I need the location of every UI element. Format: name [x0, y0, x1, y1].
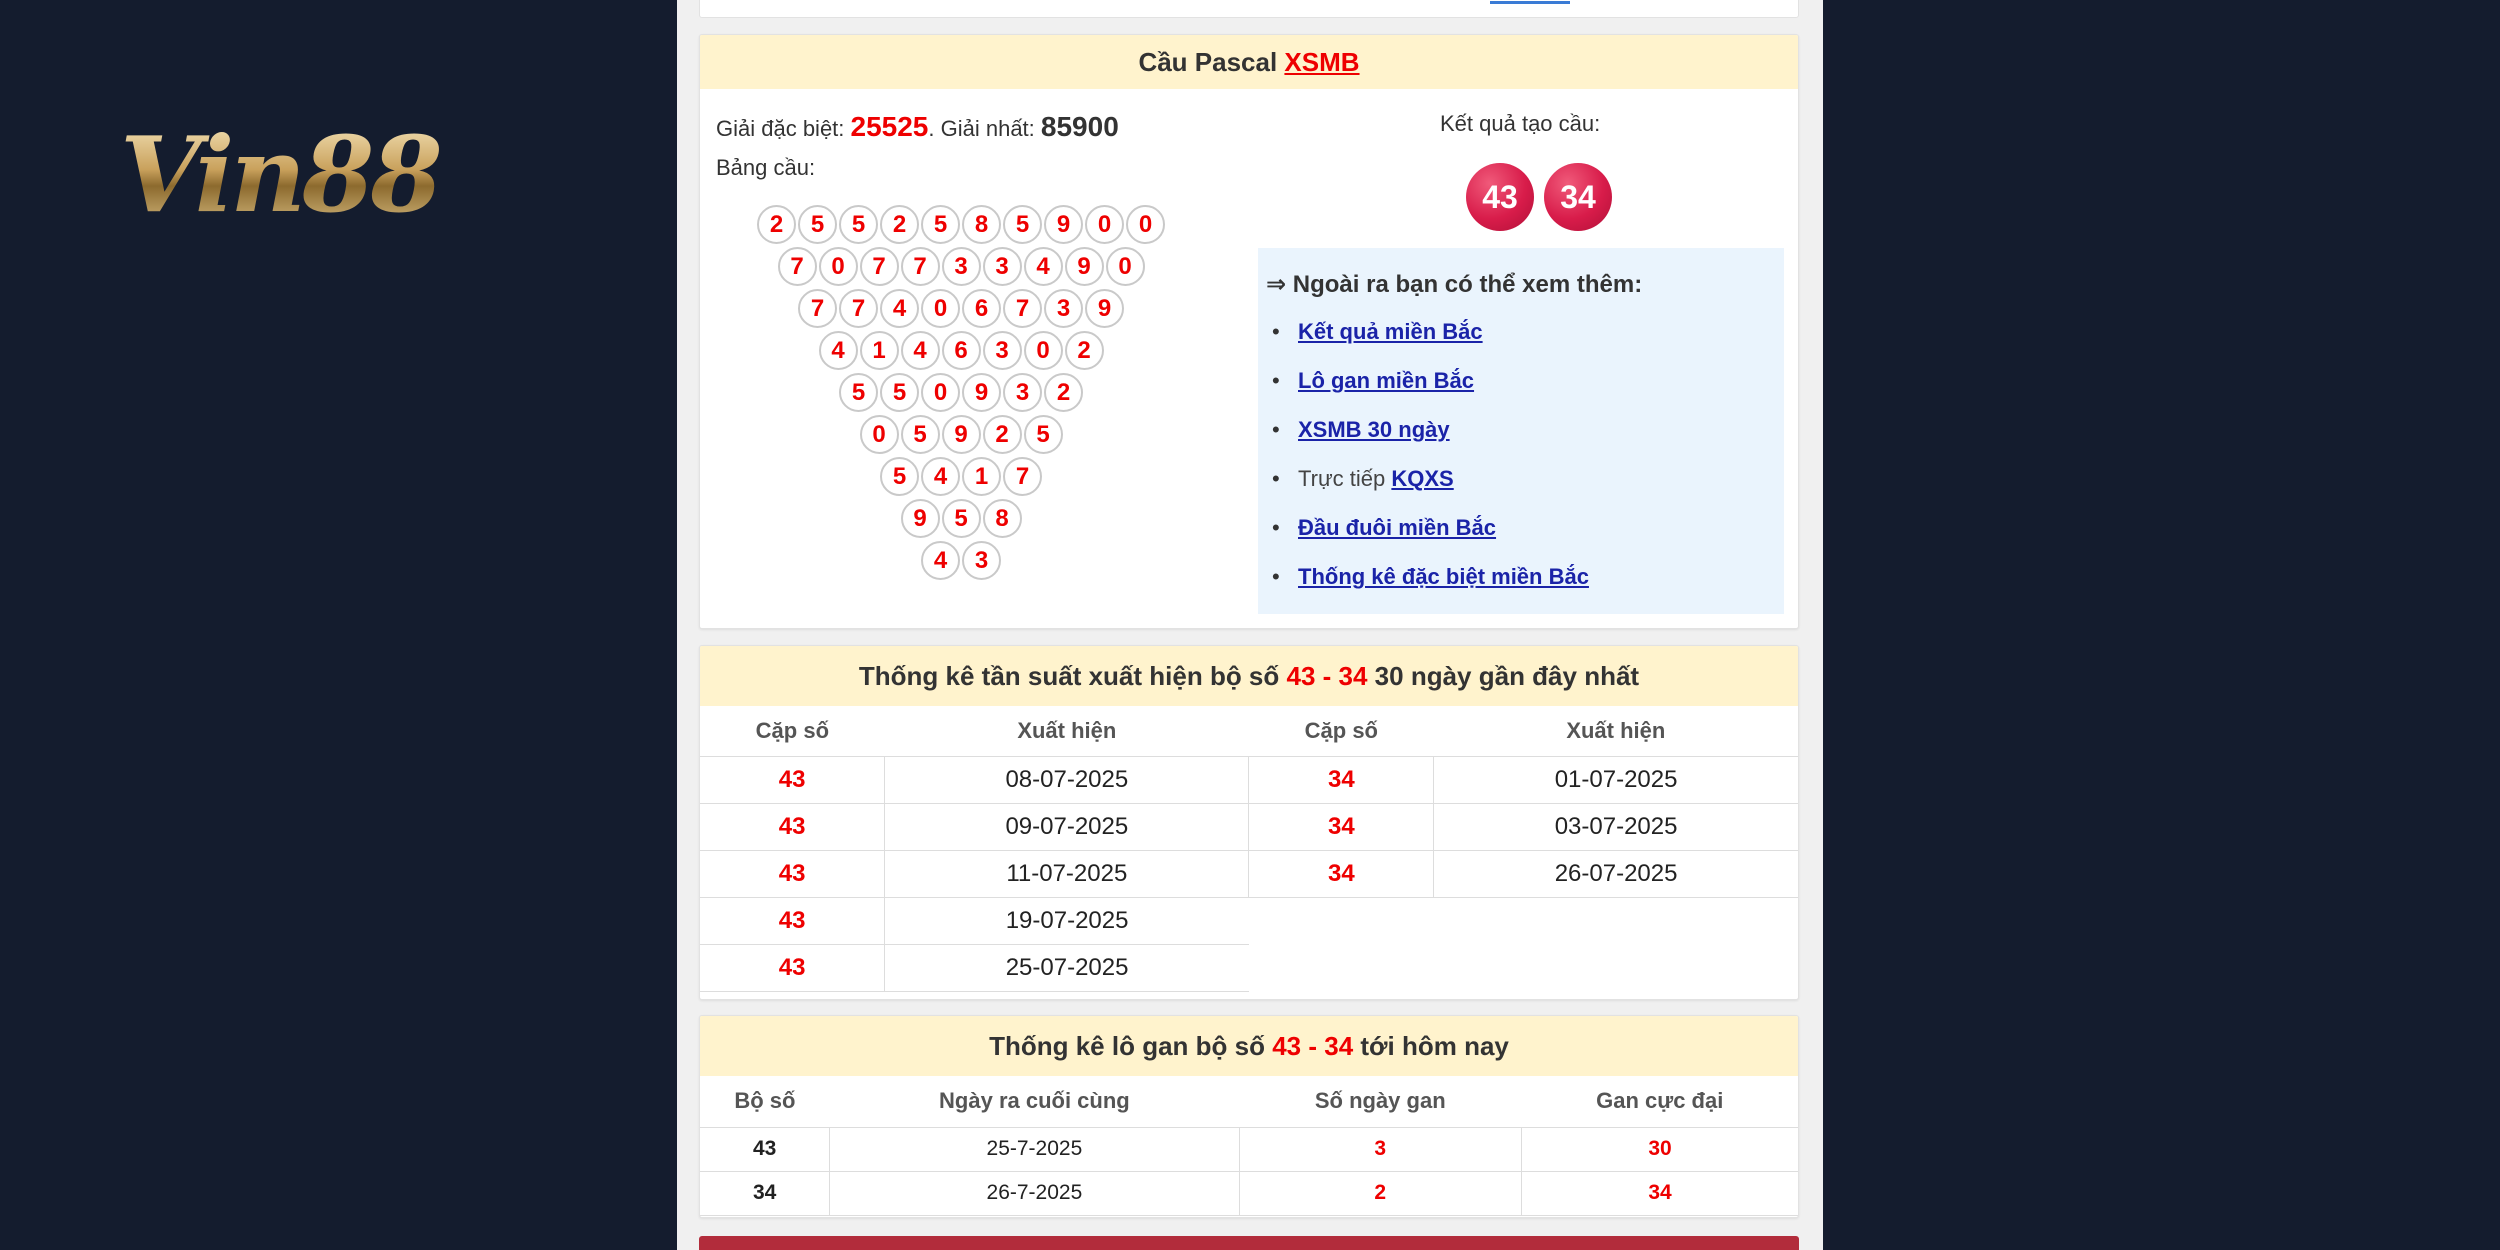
- see-more-box: [1258, 248, 1784, 614]
- link-lo-gan-mien-bac[interactable]: Lô gan miền Bắc: [1298, 368, 1475, 393]
- triangle-ball: 4: [880, 289, 919, 328]
- triangle-ball: 5: [798, 205, 837, 244]
- triangle-ball: 3: [983, 331, 1022, 370]
- table-label: Bảng cầu:: [716, 155, 816, 180]
- triangle-ball: 9: [1085, 289, 1124, 328]
- triangle-ball: 0: [819, 247, 858, 286]
- triangle-ball: 0: [1085, 205, 1124, 244]
- pascal-title: Cầu Pascal XSMB: [700, 35, 1798, 89]
- list-item: [1266, 552, 1776, 601]
- triangle-ball: 5: [942, 499, 981, 538]
- column-header: Số ngày gan: [1239, 1076, 1521, 1127]
- frequency-table: [700, 706, 1798, 992]
- column-header: Cặp số: [700, 706, 885, 756]
- triangle-ball: 1: [962, 457, 1001, 496]
- triangle-ball: 3: [1003, 373, 1042, 412]
- triangle-ball: 3: [962, 541, 1001, 580]
- xsmb-link[interactable]: XSMB: [1284, 47, 1360, 77]
- triangle-ball: 9: [962, 373, 1001, 412]
- column-header: Gan cực đại: [1521, 1076, 1798, 1127]
- column-header: Cặp số: [1249, 706, 1434, 756]
- triangle-ball: 9: [942, 415, 981, 454]
- frequency-card: [699, 645, 1799, 1000]
- prize-info: Giải đặc biệt: 25525. Giải nhất: 85900: [716, 111, 1119, 142]
- triangle-ball: 5: [839, 205, 878, 244]
- triangle-ball: 3: [983, 247, 1022, 286]
- content-column: [677, 0, 1823, 1250]
- triangle-ball: 5: [901, 415, 940, 454]
- triangle-ball: 7: [860, 247, 899, 286]
- result-ball: 34: [1544, 163, 1612, 231]
- triangle-ball: 0: [1024, 331, 1063, 370]
- triangle-ball: 2: [880, 205, 919, 244]
- triangle-ball: 0: [860, 415, 899, 454]
- triangle-ball: 5: [1024, 415, 1063, 454]
- column-header: Xuất hiện: [885, 706, 1249, 756]
- triangle-ball: 4: [921, 457, 960, 496]
- special-prize-value: 25525: [850, 111, 929, 142]
- triangle-ball: 4: [921, 541, 960, 580]
- triangle-ball: 5: [880, 457, 919, 496]
- table-row: 43 09-07-2025 34 03-07-2025: [700, 803, 1798, 850]
- table-row: 43 25-7-2025 3 30: [700, 1127, 1798, 1171]
- triangle-row: [880, 457, 1042, 496]
- triangle-ball: 2: [757, 205, 796, 244]
- link-dau-duoi-mien-bac[interactable]: Đầu đuôi miền Bắc: [1298, 515, 1497, 540]
- triangle-ball: 4: [819, 331, 858, 370]
- lo-gan-table: [700, 1076, 1798, 1216]
- triangle-ball: 7: [1003, 457, 1042, 496]
- column-header: Xuất hiện: [1434, 706, 1798, 756]
- link-kqxs[interactable]: KQXS: [1391, 466, 1454, 491]
- first-prize-value: 85900: [1040, 111, 1119, 142]
- triangle-ball: 9: [1044, 205, 1083, 244]
- triangle-ball: 7: [901, 247, 940, 286]
- triangle-ball: 7: [839, 289, 878, 328]
- triangle-ball: 2: [1065, 331, 1104, 370]
- triangle-ball: 3: [1044, 289, 1083, 328]
- triangle-ball: 2: [983, 415, 1022, 454]
- triangle-row: [819, 331, 1104, 370]
- triangle-ball: 4: [1024, 247, 1063, 286]
- triangle-ball: 5: [880, 373, 919, 412]
- table-row: 43 08-07-2025 34 01-07-2025: [700, 756, 1798, 803]
- triangle-ball: 0: [921, 373, 960, 412]
- vin88-logo[interactable]: [120, 113, 490, 236]
- list-item: [1266, 503, 1776, 552]
- triangle-ball: 0: [1126, 205, 1165, 244]
- see-more-title: ⇒ Ngoài ra bạn có thể xem thêm:: [1266, 271, 1643, 298]
- triangle-ball: 6: [962, 289, 1001, 328]
- triangle-ball: 7: [798, 289, 837, 328]
- list-item: • Trực tiếp KQXS: [1266, 454, 1776, 503]
- list-item: [1266, 405, 1776, 454]
- result-label: Kết quả tạo cầu:: [1440, 111, 1601, 136]
- triangle-row: [757, 205, 1165, 244]
- frequency-title: Thống kê tần suất xuất hiện bộ số 43 - 34 30 ngày gần đây nhất: [700, 646, 1798, 706]
- result-ball: 43: [1466, 163, 1534, 231]
- triangle-ball: 7: [778, 247, 817, 286]
- previous-card-edge: [699, 0, 1799, 18]
- table-row: 43 11-07-2025 34 26-07-2025: [700, 850, 1798, 897]
- triangle-row: [860, 415, 1063, 454]
- triangle-ball: 2: [1044, 373, 1083, 412]
- column-header: Bộ số: [700, 1076, 830, 1127]
- triangle-ball: 8: [983, 499, 1022, 538]
- triangle-ball: 0: [921, 289, 960, 328]
- next-card-header: [699, 1236, 1799, 1250]
- lo-gan-title: Thống kê lô gan bộ số 43 - 34 tới hôm nay: [700, 1016, 1798, 1076]
- lo-gan-card: [699, 1015, 1799, 1218]
- triangle-ball: 9: [1065, 247, 1104, 286]
- triangle-ball: 0: [1106, 247, 1145, 286]
- table-row: 34 26-7-2025 2 34: [700, 1171, 1798, 1215]
- triangle-ball: 3: [942, 247, 981, 286]
- triangle-ball: 8: [962, 205, 1001, 244]
- triangle-ball: 5: [921, 205, 960, 244]
- triangle-ball: 7: [1003, 289, 1042, 328]
- logo-text: Vin88: [120, 120, 490, 230]
- triangle-ball: 1: [860, 331, 899, 370]
- triangle-ball: 6: [942, 331, 981, 370]
- triangle-ball: 4: [901, 331, 940, 370]
- link-ket-qua-mien-bac[interactable]: Kết quả miền Bắc: [1298, 319, 1483, 344]
- list-item: [1266, 307, 1776, 356]
- triangle-ball: 9: [901, 499, 940, 538]
- link-thong-ke-dac-biet[interactable]: Thống kê đặc biệt miền Bắc: [1298, 564, 1589, 589]
- triangle-row: [798, 289, 1124, 328]
- column-header: Ngày ra cuối cùng: [830, 1076, 1239, 1127]
- triangle-row: [778, 247, 1145, 286]
- table-row: 43 25-07-2025: [700, 944, 1798, 991]
- triangle-row: [901, 499, 1022, 538]
- triangle-row: [839, 373, 1083, 412]
- triangle-row: [921, 541, 1001, 580]
- link-xsmb-30-ngay[interactable]: XSMB 30 ngày: [1298, 417, 1450, 442]
- list-item: [1266, 356, 1776, 405]
- pascal-card: [699, 34, 1799, 629]
- triangle-ball: 5: [839, 373, 878, 412]
- table-row: 43 19-07-2025: [700, 897, 1798, 944]
- triangle-ball: 5: [1003, 205, 1042, 244]
